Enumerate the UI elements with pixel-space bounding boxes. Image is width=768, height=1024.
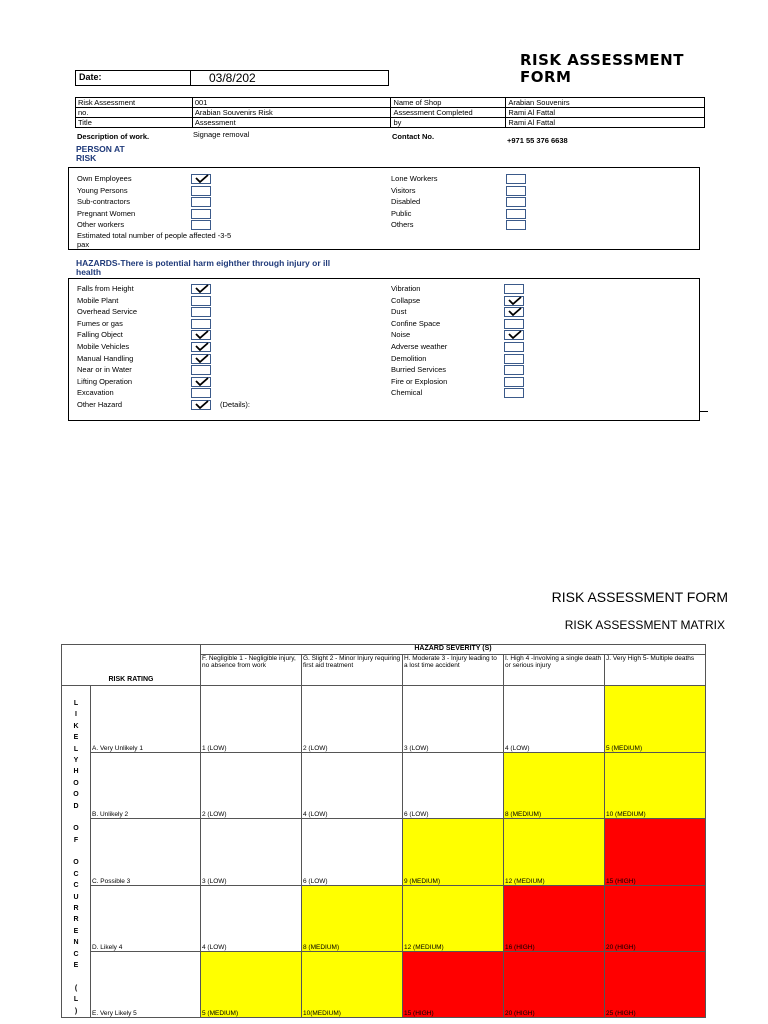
checklist-item <box>391 353 447 365</box>
checkbox-checked[interactable] <box>191 400 211 410</box>
risk-cell-medium: 10(MEDIUM) <box>302 951 403 1017</box>
checkbox-checked[interactable] <box>191 354 211 364</box>
checklist-item <box>391 306 447 318</box>
risk-cell-high: 25 (HIGH) <box>605 951 706 1017</box>
checklist-item-label: Near or in Water <box>77 365 132 375</box>
form-title-line1: RISK ASSESSMENT <box>520 51 684 69</box>
likelihood-letter: O <box>73 825 79 833</box>
likelihood-letter <box>63 971 89 982</box>
risk-cell-high: 15 (HIGH) <box>403 951 504 1017</box>
info-cell[interactable]: Rami Al Fattal <box>506 118 705 128</box>
checklist-item-label: Lone Workers <box>391 174 438 183</box>
risk-cell-low: 3 (LOW) <box>201 818 302 885</box>
checkbox-unchecked[interactable] <box>191 186 211 196</box>
checkbox-checked[interactable] <box>191 174 211 184</box>
checklist-item <box>391 387 447 399</box>
checkbox-unchecked[interactable] <box>504 342 524 352</box>
risk-cell-low: 2 (LOW) <box>302 686 403 753</box>
checkbox-checked[interactable] <box>191 342 211 352</box>
risk-cell-medium: 5 (MEDIUM) <box>605 686 706 753</box>
info-cell: Risk Assessment <box>76 98 193 108</box>
likelihood-letter: H <box>73 768 79 776</box>
risk-cell-high: 15 (HIGH) <box>605 818 706 885</box>
likelihood-vertical-label <box>62 686 91 1018</box>
checklist-item-label: Other workers <box>77 220 125 230</box>
contact-value[interactable]: +971 55 376 6638 <box>507 136 568 145</box>
checklist-item-label: Falls from Height <box>77 284 134 293</box>
checklist-item-label: Disabled <box>391 197 421 207</box>
hazards-right-list <box>391 283 447 399</box>
checklist-item <box>77 196 135 208</box>
checklist-item <box>77 219 135 231</box>
matrix-row <box>62 951 706 1017</box>
likelihood-letter: R <box>73 905 79 913</box>
info-cell: Title <box>76 118 193 128</box>
checklist-item <box>77 283 137 295</box>
likelihood-row-label: C. Possible 3 <box>91 818 201 885</box>
persons-heading-line1: PERSON AT <box>76 144 125 154</box>
likelihood-letter: C <box>73 950 79 958</box>
checkbox-checked[interactable] <box>191 284 211 294</box>
checkbox-unchecked[interactable] <box>506 186 526 196</box>
likelihood-letter: L <box>73 700 79 707</box>
checklist-item <box>391 173 438 185</box>
checkbox-unchecked[interactable] <box>506 174 526 184</box>
likelihood-letter: L <box>73 996 79 1004</box>
risk-cell-medium: 5 (MEDIUM) <box>201 951 302 1017</box>
checklist-item-label: Others <box>391 220 414 230</box>
checkbox-unchecked[interactable] <box>191 197 211 207</box>
matrix-title: RISK ASSESSMENT FORM <box>551 589 728 605</box>
checklist-item <box>77 376 137 388</box>
estimate-text <box>77 231 231 249</box>
checklist-item-label: Vibration <box>391 284 421 293</box>
risk-rating-label: RISK RATING <box>62 645 201 686</box>
risk-cell-low: 6 (LOW) <box>302 818 403 885</box>
likelihood-letter: O <box>73 859 79 867</box>
checkbox-unchecked[interactable] <box>191 296 211 306</box>
matrix-row <box>62 886 706 952</box>
checkbox-unchecked[interactable] <box>506 220 526 230</box>
date-value[interactable]: 03/8/202 <box>209 71 256 85</box>
likelihood-row-label: A. Very Unlikely 1 <box>91 686 201 753</box>
severity-column-header: G. Slight 2 - Minor Injury requiring first aid treatment <box>302 655 403 686</box>
risk-cell-high: 16 (HIGH) <box>504 886 605 952</box>
risk-cell-low: 4 (LOW) <box>201 886 302 952</box>
checklist-item-label: Sub-contractors <box>77 197 130 207</box>
info-row <box>76 118 705 128</box>
checklist-item <box>391 318 447 330</box>
checklist-item <box>391 196 438 208</box>
risk-cell-high: 20 (HIGH) <box>504 951 605 1017</box>
likelihood-letter: O <box>73 779 79 787</box>
checkbox-unchecked[interactable] <box>504 354 524 364</box>
checklist-item-label: Collapse <box>391 295 421 305</box>
checkbox-checked[interactable] <box>504 330 524 340</box>
checklist-item-label: Overhead Service <box>77 307 138 317</box>
checkbox-unchecked[interactable] <box>191 220 211 230</box>
checklist-item-label: Visitors <box>391 185 416 195</box>
checklist-item <box>391 376 447 388</box>
checklist-item-label: Falling Object <box>77 330 123 340</box>
risk-cell-high: 20 (HIGH) <box>605 886 706 952</box>
likelihood-letter: Y <box>73 756 79 764</box>
checklist-item <box>391 295 447 307</box>
likelihood-letter: F <box>73 836 79 844</box>
risk-cell-low: 6 (LOW) <box>403 753 504 819</box>
checklist-item <box>77 329 137 341</box>
risk-cell-medium: 10 (MEDIUM) <box>605 753 706 819</box>
checkbox-unchecked[interactable] <box>191 209 211 219</box>
date-label: Date: <box>79 72 102 82</box>
checklist-item <box>391 283 447 295</box>
persons-right-list <box>391 173 438 231</box>
checkbox-unchecked[interactable] <box>504 284 524 294</box>
right-tick-line <box>700 411 708 412</box>
checklist-item <box>77 387 137 399</box>
checklist-item-label: Other Hazard <box>77 399 123 409</box>
checklist-item <box>77 306 137 318</box>
checkbox-checked[interactable] <box>504 296 524 306</box>
checklist-item-label: Lifting Operation <box>77 376 133 386</box>
checklist-item <box>77 173 135 185</box>
checklist-item-label: Adverse weather <box>391 341 448 351</box>
info-cell: Assessment Completed <box>391 108 506 118</box>
estimate-line1: Estimated total number of people affected -3-5 <box>77 231 232 240</box>
form-title <box>520 52 684 86</box>
description-label: Description of work. <box>77 132 150 141</box>
persons-left-list <box>77 173 135 231</box>
checklist-item <box>391 341 447 353</box>
info-cell: no. <box>76 108 193 118</box>
info-cell: by <box>391 118 506 128</box>
risk-cell-medium: 9 (MEDIUM) <box>403 818 504 885</box>
checklist-item <box>391 185 438 197</box>
checklist-item-label: Young Persons <box>77 185 128 195</box>
matrix-row <box>62 686 706 753</box>
risk-cell-medium: 12 (MEDIUM) <box>504 818 605 885</box>
likelihood-letter: U <box>73 893 79 901</box>
likelihood-letter: I <box>75 711 77 719</box>
date-divider <box>190 71 191 85</box>
severity-column-header: H. Moderate 3 - Injury leading to a lost time accident <box>403 655 504 686</box>
likelihood-letter: L <box>73 745 79 753</box>
checklist-item <box>77 185 135 197</box>
checkbox-unchecked[interactable] <box>506 197 526 207</box>
checklist-item-label: Excavation <box>77 388 114 398</box>
checklist-item <box>391 329 447 341</box>
likelihood-letter <box>63 846 89 857</box>
persons-heading <box>76 145 125 163</box>
checkbox-checked[interactable] <box>191 330 211 340</box>
checkbox-checked[interactable] <box>191 377 211 387</box>
checkbox-unchecked[interactable] <box>191 365 211 375</box>
description-value[interactable]: Signage removal <box>193 130 250 139</box>
likelihood-letter: E <box>73 927 79 935</box>
checklist-item-label: Mobile Vehicles <box>77 341 130 351</box>
info-table <box>75 97 705 128</box>
form-title-line2: FORM <box>520 68 572 86</box>
hazards-heading-line1: HAZARDS-There is potential harm eighther through injury or ill <box>76 258 331 268</box>
checkbox-unchecked[interactable] <box>191 388 211 398</box>
hazards-box <box>68 278 700 421</box>
matrix-subtitle: RISK ASSESSMENT MATRIX <box>564 618 725 632</box>
likelihood-letter: N <box>73 939 79 947</box>
severity-column-header: F. Negligible 1 - Negligible injury, no absence from work <box>201 655 302 686</box>
checklist-item <box>77 341 137 353</box>
likelihood-letter: E <box>73 734 79 742</box>
checklist-item-label: Public <box>391 208 412 218</box>
persons-box <box>68 167 700 250</box>
checkbox-unchecked[interactable] <box>504 319 524 329</box>
info-cell[interactable]: 001 <box>192 98 391 108</box>
risk-cell-medium: 8 (MEDIUM) <box>302 886 403 952</box>
info-row <box>76 108 705 118</box>
likelihood-letter <box>63 812 89 823</box>
info-cell: Name of Shop <box>391 98 506 108</box>
likelihood-letter: C <box>73 882 79 890</box>
risk-cell-low: 1 (LOW) <box>201 686 302 753</box>
likelihood-row-label: E. Very Likely 5 <box>91 951 201 1017</box>
checkbox-unchecked[interactable] <box>506 209 526 219</box>
likelihood-row-label: D. Likely 4 <box>91 886 201 952</box>
matrix-row <box>62 753 706 819</box>
likelihood-letter: ) <box>74 1007 78 1015</box>
likelihood-letter: R <box>73 916 79 924</box>
checklist-item <box>77 353 137 365</box>
details-label: (Details): <box>220 400 251 409</box>
checklist-item-label: Demolition <box>391 353 427 363</box>
risk-cell-low: 4 (LOW) <box>302 753 403 819</box>
info-cell[interactable]: Rami Al Fattal <box>506 108 705 118</box>
likelihood-letter: O <box>73 791 79 799</box>
risk-cell-medium: 12 (MEDIUM) <box>403 886 504 952</box>
checklist-item <box>391 364 447 376</box>
hazards-left-list <box>77 283 137 411</box>
checklist-item <box>391 219 438 231</box>
info-cell[interactable]: Assessment <box>192 118 391 128</box>
checklist-item <box>77 295 137 307</box>
info-cell[interactable]: Arabian Souvenirs Risk <box>192 108 391 118</box>
matrix-row <box>62 818 706 885</box>
info-row <box>76 98 705 108</box>
checklist-item-label: Burried Services <box>391 365 447 375</box>
checklist-item-label: Noise <box>391 330 411 340</box>
hazards-heading <box>76 259 330 277</box>
checkbox-unchecked[interactable] <box>504 377 524 387</box>
checkbox-unchecked[interactable] <box>191 319 211 329</box>
checklist-item-label: Mobile Plant <box>77 295 119 305</box>
risk-cell-low: 2 (LOW) <box>201 753 302 819</box>
checkbox-unchecked[interactable] <box>504 388 524 398</box>
risk-cell-medium: 8 (MEDIUM) <box>504 753 605 819</box>
checklist-item <box>391 208 438 220</box>
risk-cell-low: 4 (LOW) <box>504 686 605 753</box>
checklist-item-label: Chemical <box>391 388 423 398</box>
checklist-item <box>77 208 135 220</box>
checklist-item <box>77 318 137 330</box>
date-box <box>75 70 389 86</box>
checkbox-unchecked[interactable] <box>504 365 524 375</box>
likelihood-row-label: B. Unlikely 2 <box>91 753 201 819</box>
contact-label: Contact No. <box>392 132 435 141</box>
checklist-item-label: Pregnant Women <box>77 208 136 218</box>
checklist-item-label: Confine Space <box>391 318 441 328</box>
risk-matrix <box>61 644 706 1018</box>
severity-column-header: I. High 4 -Involving a single death or serious injury <box>504 655 605 686</box>
checklist-item-label: Manual Handling <box>77 353 134 363</box>
likelihood-letter: K <box>73 722 79 730</box>
severity-column-header: J. Very High 5- Multiple deaths <box>605 655 706 686</box>
checkbox-unchecked[interactable] <box>191 307 211 317</box>
checklist-item-label: Own Employees <box>77 174 132 183</box>
estimate-line2: pax <box>77 240 90 249</box>
hazards-heading-line2: health <box>76 267 102 277</box>
checklist-item-label: Fire or Explosion <box>391 376 448 386</box>
info-cell[interactable]: Arabian Souvenirs <box>506 98 705 108</box>
likelihood-letter: D <box>73 802 79 810</box>
checklist-item-label: Dust <box>391 307 407 317</box>
likelihood-letter: E <box>73 961 79 969</box>
checklist-item <box>77 399 137 411</box>
checklist-item-label: Fumes or gas <box>77 318 123 328</box>
likelihood-letter: C <box>73 870 79 878</box>
severity-heading: HAZARD SEVERITY (S) <box>201 645 706 655</box>
likelihood-letter: ( <box>74 984 78 992</box>
persons-heading-line2: RISK <box>76 153 97 163</box>
risk-cell-low: 3 (LOW) <box>403 686 504 753</box>
checklist-item <box>77 364 137 376</box>
checkbox-checked[interactable] <box>504 307 524 317</box>
